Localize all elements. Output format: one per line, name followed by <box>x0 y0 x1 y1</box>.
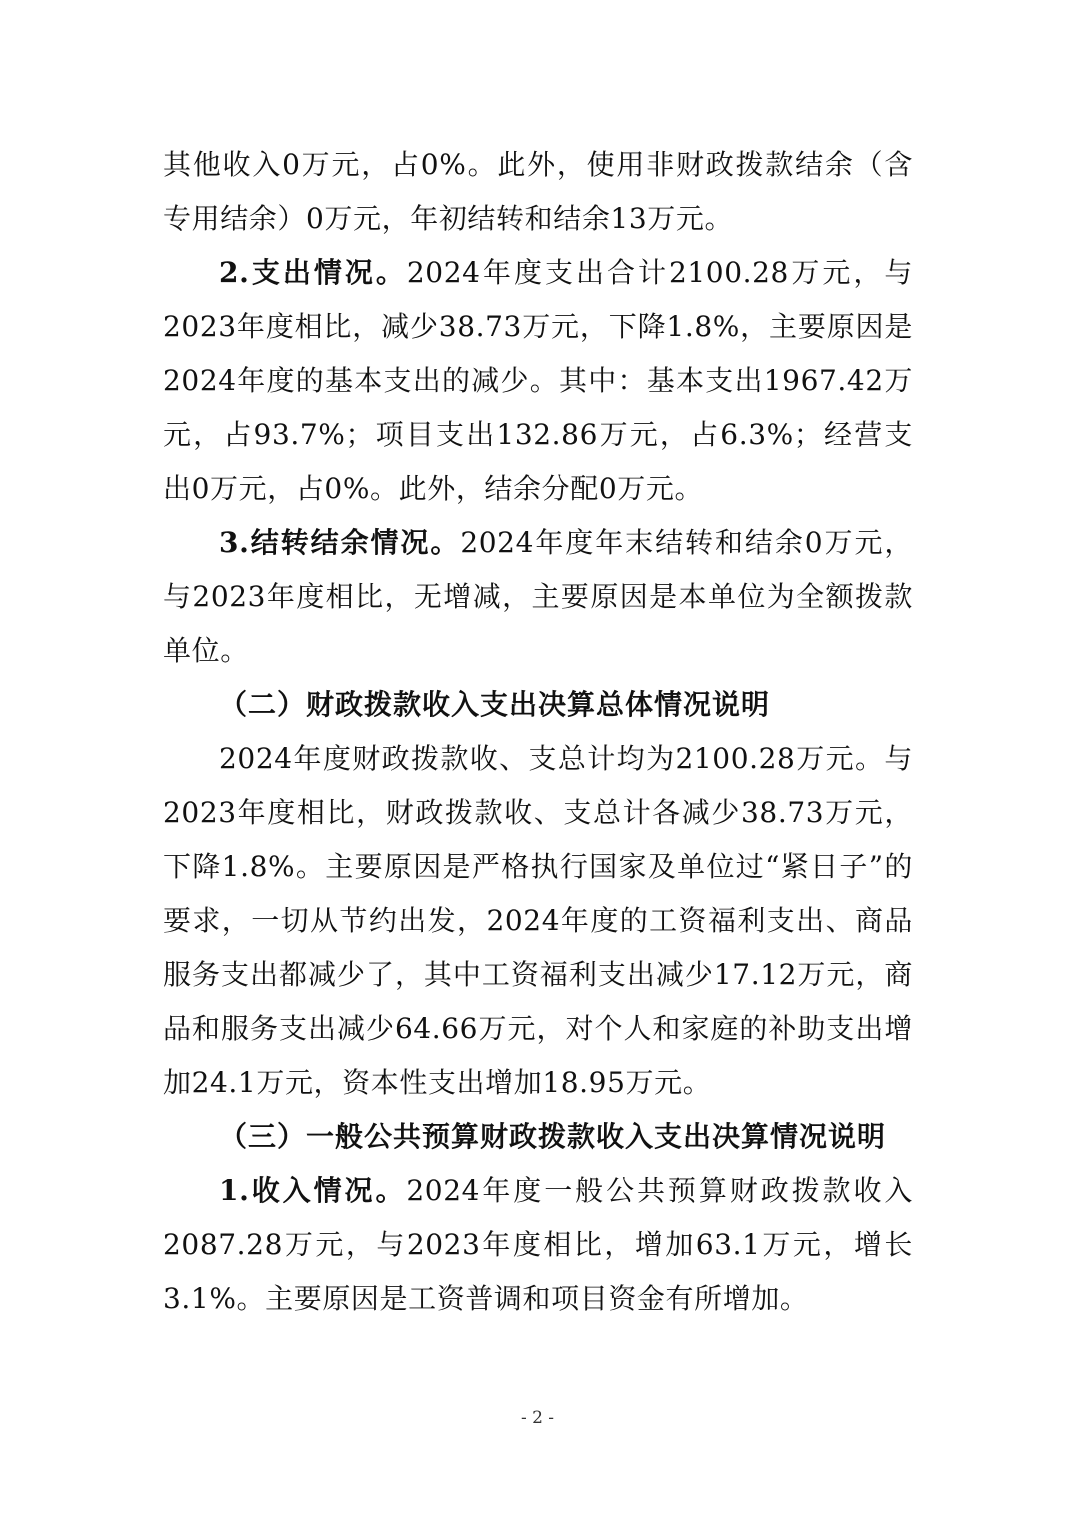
paragraph-lead: 1.收入情况。 <box>219 1174 407 1207</box>
paragraph-text: 2024年度支出合计2100.28万元，与2023年度相比，减少38.73万元，下降1.8%，主要原因是2024年度的基本支出的减少。其中：基本支出1967.42万元，占93.7%；项目支出132.86万元，占6.3%；经营支出0万元，占0%。此外，结余分配0万元。 <box>163 256 913 505</box>
section-heading-2: （二）财政拨款收入支出决算总体情况说明 <box>219 688 771 721</box>
page-number: - 2 - <box>520 1408 555 1428</box>
paragraph-text: 2024年度财政拨款收、支总计均为2100.28万元。与2023年度相比，财政拨款收、支总计各减少38.73万元，下降1.8%。主要原因是严格执行国家及单位过“紧日子”的要求，一切从节约出发，2024年度的工资福利支出、商品服务支出都减少了，其中工资福利支出减少17.12万元，商品和服务支出减少64.66万元，对个人和家庭的补助支出增加24.1万元，资本性支出增加18.95万元。 <box>163 742 913 1099</box>
paragraph-general-budget-income <box>163 1164 913 1326</box>
paragraph-text: 2024年度一般公共预算财政拨款收入2087.28万元，与2023年度相比，增加63.1万元，增长3.1%。主要原因是工资普调和项目资金有所增加。 <box>163 1174 913 1315</box>
paragraph-lead: 2.支出情况。 <box>219 256 407 289</box>
document-body <box>163 138 913 1326</box>
paragraph-lead: 3.结转结余情况。 <box>219 526 461 559</box>
paragraph-text: 其他收入0万元，占0%。此外，使用非财政拨款结余（含专用结余）0万元，年初结转和结余13万元。 <box>163 148 913 235</box>
paragraph-expenditure <box>163 246 913 516</box>
paragraph-carryover <box>163 516 913 678</box>
paragraph-fiscal-overview <box>163 732 913 1110</box>
paragraph-text: 2024年度年末结转和结余0万元，与2023年度相比，无增减，主要原因是本单位为全额拨款单位。 <box>163 526 913 667</box>
section-heading-3: （三）一般公共预算财政拨款收入支出决算情况说明 <box>219 1120 887 1153</box>
paragraph-other-income <box>163 138 913 246</box>
